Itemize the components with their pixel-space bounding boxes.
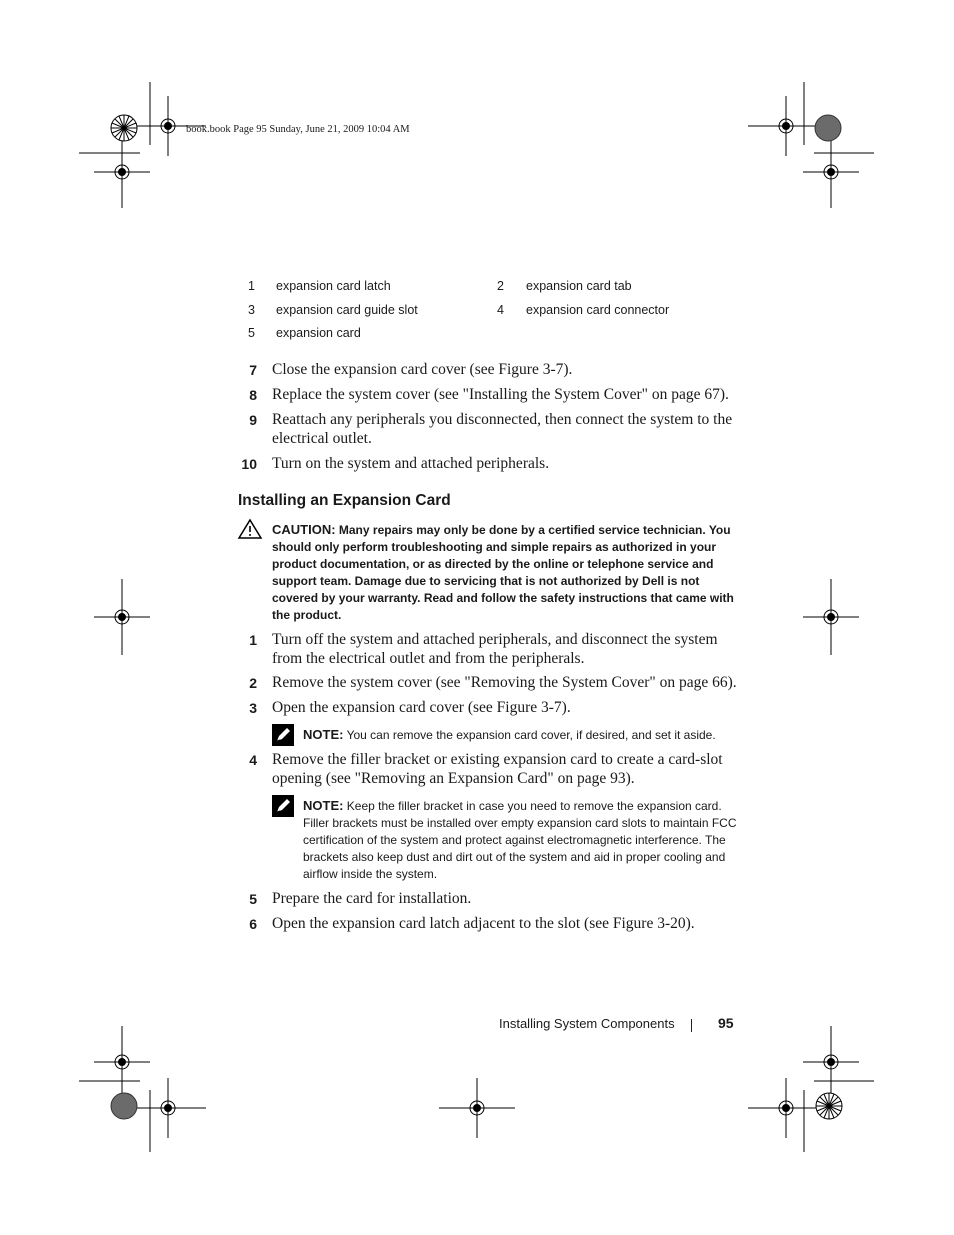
step-text: Remove the filler bracket or existing expansion card to create a card-slot opening (see "Removing an Expansion Card" on page 93). — [272, 751, 723, 787]
footer-section-title: Installing System Components — [499, 1016, 675, 1031]
note-block — [303, 726, 743, 744]
note-block — [303, 797, 743, 883]
legend-number: 3 — [248, 303, 255, 317]
legend-number: 5 — [248, 326, 255, 340]
step-number: 10 — [241, 456, 257, 472]
step-number: 5 — [249, 891, 257, 907]
step-text: Turn on the system and attached peripherals. — [272, 455, 550, 472]
legend-label: expansion card connector — [526, 303, 670, 317]
step-text: Replace the system cover (see "Installing the System Cover" on page 67). — [272, 386, 729, 403]
note-label: NOTE: — [303, 798, 344, 813]
step-number: 2 — [249, 675, 257, 691]
section-heading: Installing an Expansion Card — [238, 492, 451, 509]
legend-label: expansion card tab — [526, 279, 632, 293]
step-number: 9 — [249, 412, 257, 428]
step-number: 3 — [249, 700, 257, 716]
caution-block — [272, 521, 742, 624]
step-text: Reattach any peripherals you disconnected, then connect the system to the electrical outlet. — [272, 411, 733, 447]
pencil-note-icon — [272, 795, 294, 817]
footer-divider — [691, 1019, 692, 1032]
step-text: Turn off the system and attached peripherals, and disconnect the system from the electrical outlet and from the peripherals. — [272, 631, 718, 667]
step-text: Close the expansion card cover (see Figure 3-7). — [272, 361, 573, 378]
caution-text: Many repairs may only be done by a certified service technician. You should only perform troubleshooting and simple repairs as authorized in your product documentation, or as directed by the online or telephone service and support team. Damage due to servicing that is not authorized by Dell is not covered by your warranty. Read and follow the safety instructions that came with the product. — [272, 523, 734, 622]
step-text: Prepare the card for installation. — [272, 890, 472, 907]
legend-label: expansion card guide slot — [276, 303, 418, 317]
step-number: 7 — [249, 362, 257, 378]
step-number: 1 — [249, 632, 257, 648]
page-number: 95 — [718, 1015, 734, 1031]
step-text: Remove the system cover (see "Removing the System Cover" on page 66). — [272, 674, 737, 691]
legend-label: expansion card — [276, 326, 361, 340]
step-number: 6 — [249, 916, 257, 932]
legend-number: 1 — [248, 279, 255, 293]
note-label: NOTE: — [303, 727, 344, 742]
note-text: Keep the filler bracket in case you need to remove the expansion card. Filler brackets must be installed over empty expansion card slots to maintain FCC certification of the system and protect against electromagnetic interference. The brackets also keep dust and dirt out of the system and aid in proper cooling and airflow inside the system. — [303, 799, 737, 881]
step-number: 4 — [249, 752, 257, 768]
legend-number: 2 — [497, 279, 504, 293]
step-text: Open the expansion card cover (see Figure 3-7). — [272, 699, 571, 716]
legend-label: expansion card latch — [276, 279, 391, 293]
legend-number: 4 — [497, 303, 504, 317]
pencil-note-icon — [272, 724, 294, 746]
print-slug: book.book Page 95 Sunday, June 21, 2009 10:04 AM — [186, 124, 410, 135]
caution-label: CAUTION: — [272, 522, 336, 537]
step-text: Open the expansion card latch adjacent to the slot (see Figure 3-20). — [272, 915, 695, 932]
step-number: 8 — [249, 387, 257, 403]
note-text: You can remove the expansion card cover, if desired, and set it aside. — [346, 728, 716, 742]
warning-triangle-icon — [237, 518, 263, 540]
